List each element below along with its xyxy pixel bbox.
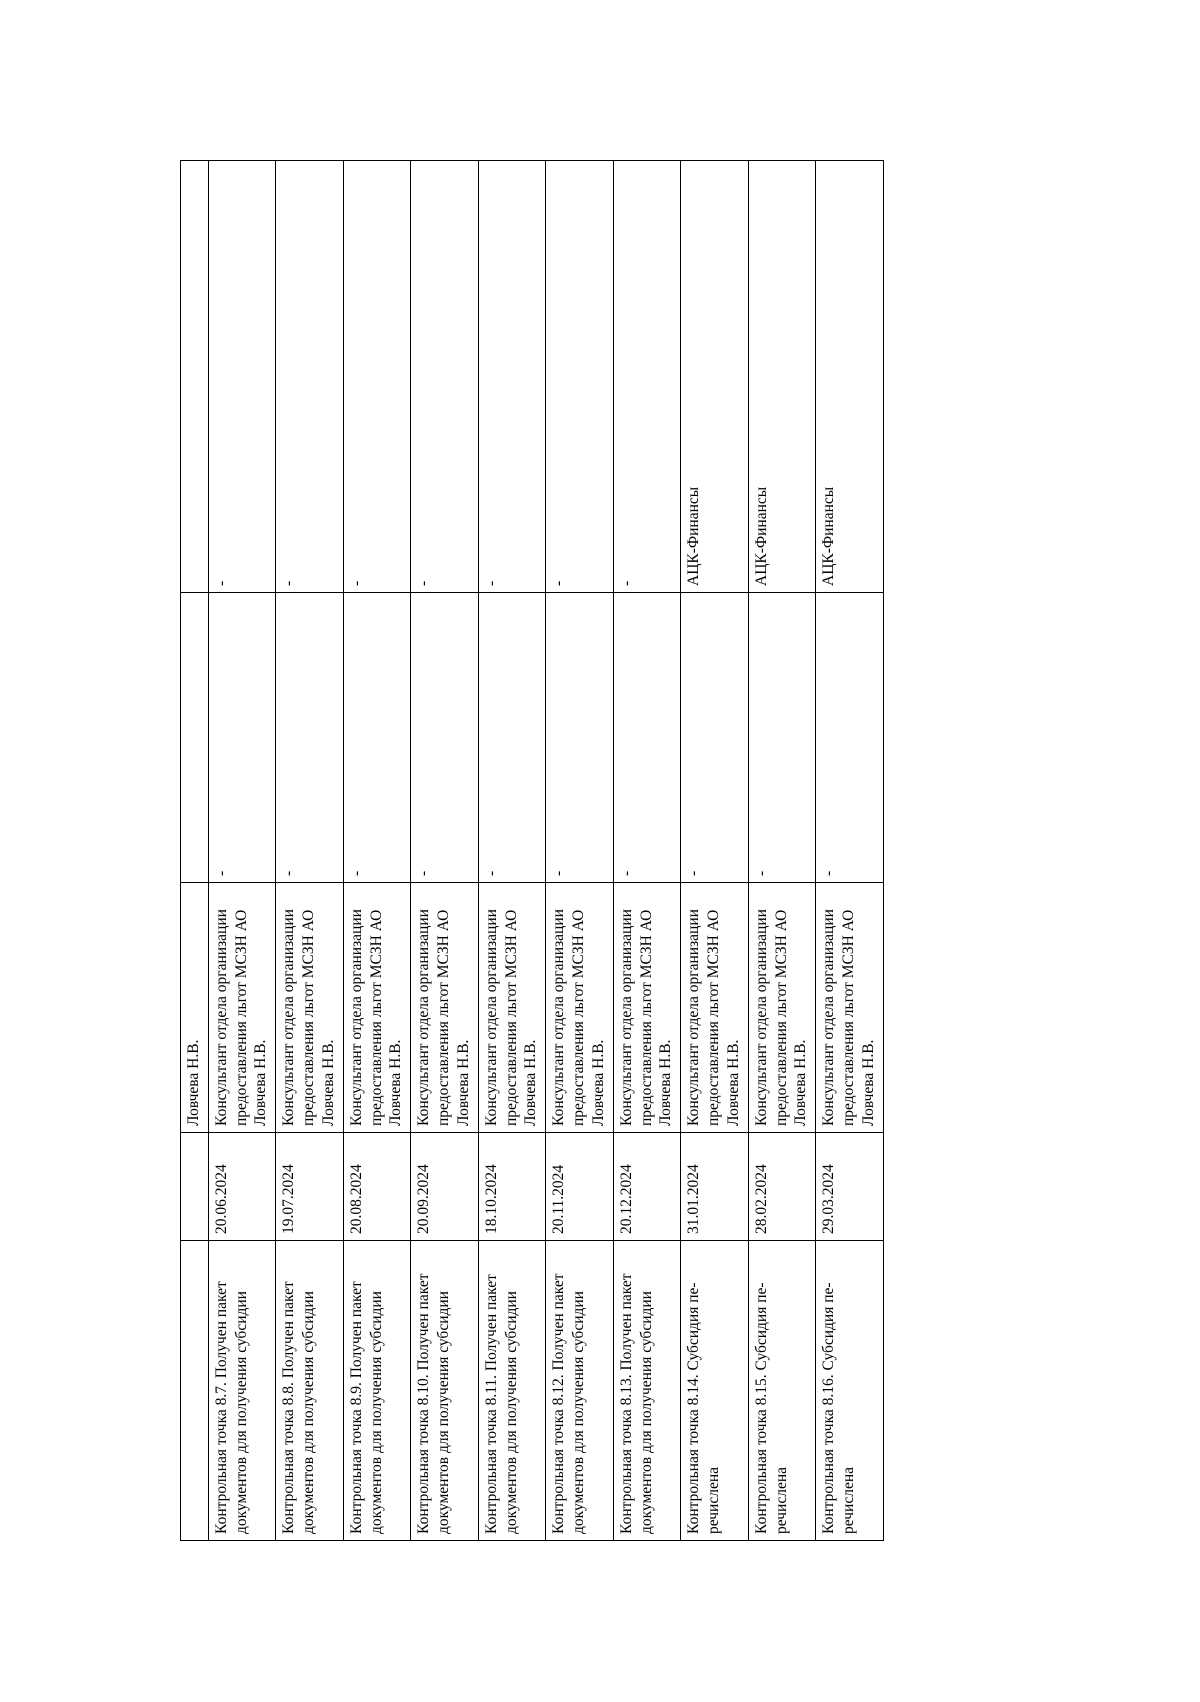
cell-extra-1: - (748, 593, 815, 883)
cell-control-point: Контрольная точка 8.11. Получен пакет документов для получения субсидии (478, 1241, 545, 1541)
cell-responsible: Консультант отдела организации предоставления льгот МСЗН АО Ловчева Н.В. (546, 883, 613, 1133)
cell-extra-2: - (478, 161, 545, 593)
cell-control-point: Контрольная точка 8.7. Получен пакет документов для получения субсидии (208, 1241, 275, 1541)
cell-control-point: Контрольная точка 8.9. Получен пакет документов для получения субсидии (343, 1241, 410, 1541)
cell-control-point: Контрольная точка 8.13. Получен пакет документов для получения субсидии (613, 1241, 680, 1541)
cell-date (181, 1133, 209, 1241)
table-row (208, 161, 275, 1541)
cell-extra-1: - (681, 593, 748, 883)
cell-extra-2: АЦК-Финансы (816, 161, 883, 593)
cell-date: 29.03.2024 (816, 1133, 883, 1241)
cell-extra-2: - (546, 161, 613, 593)
cell-date: 20.09.2024 (411, 1133, 478, 1241)
cell-responsible: Консультант отдела организации предоставления льгот МСЗН АО Ловчева Н.В. (681, 883, 748, 1133)
control-points-table (180, 160, 884, 1541)
cell-date: 20.12.2024 (613, 1133, 680, 1241)
cell-date: 28.02.2024 (748, 1133, 815, 1241)
cell-extra-2: - (411, 161, 478, 593)
table-row (478, 161, 545, 1541)
cell-control-point: Контрольная точка 8.12. Получен пакет документов для получения субсидии (546, 1241, 613, 1541)
cell-extra-2: - (613, 161, 680, 593)
cell-extra-1: - (478, 593, 545, 883)
cell-control-point: Контрольная точка 8.8. Получен пакет документов для получения субсидии (276, 1241, 343, 1541)
cell-extra-1: - (816, 593, 883, 883)
cell-extra-1: - (411, 593, 478, 883)
table-body (181, 161, 884, 1541)
cell-control-point: Контрольная точка 8.14. Субсидия пе-речислена (681, 1241, 748, 1541)
table-row (748, 161, 815, 1541)
cell-responsible: Консультант отдела организации предоставления льгот МСЗН АО Ловчева Н.В. (613, 883, 680, 1133)
table-row (613, 161, 680, 1541)
cell-responsible: Консультант отдела организации предоставления льгот МСЗН АО Ловчева Н.В. (411, 883, 478, 1133)
table-row (681, 161, 748, 1541)
cell-extra-1: - (208, 593, 275, 883)
rotated-table-wrapper (180, 161, 1020, 1541)
cell-date: 19.07.2024 (276, 1133, 343, 1241)
cell-control-point: Контрольная точка 8.16. Субсидия пе-речислена (816, 1241, 883, 1541)
cell-extra-1: - (613, 593, 680, 883)
table-row (276, 161, 343, 1541)
cell-date: 18.10.2024 (478, 1133, 545, 1241)
cell-date: 31.01.2024 (681, 1133, 748, 1241)
table-row (343, 161, 410, 1541)
cell-responsible: Консультант отдела организации предоставления льгот МСЗН АО Ловчева Н.В. (208, 883, 275, 1133)
cell-extra-1 (181, 593, 209, 883)
table-row (546, 161, 613, 1541)
cell-control-point: Контрольная точка 8.10. Получен пакет документов для получения субсидии (411, 1241, 478, 1541)
table-row (411, 161, 478, 1541)
cell-responsible: Консультант отдела организации предоставления льгот МСЗН АО Ловчева Н.В. (276, 883, 343, 1133)
table-row (816, 161, 883, 1541)
cell-control-point (181, 1241, 209, 1541)
cell-responsible: Консультант отдела организации предоставления льгот МСЗН АО Ловчева Н.В. (478, 883, 545, 1133)
cell-extra-1: - (276, 593, 343, 883)
cell-control-point: Контрольная точка 8.15. Субсидия пе-речислена (748, 1241, 815, 1541)
cell-extra-2 (181, 161, 209, 593)
cell-responsible: Консультант отдела организации предоставления льгот МСЗН АО Ловчева Н.В. (343, 883, 410, 1133)
cell-extra-2: - (343, 161, 410, 593)
cell-date: 20.11.2024 (546, 1133, 613, 1241)
cell-responsible: Ловчева Н.В. (181, 883, 209, 1133)
cell-responsible: Консультант отдела организации предоставления льгот МСЗН АО Ловчева Н.В. (816, 883, 883, 1133)
cell-extra-2: - (276, 161, 343, 593)
table-row-continuation (181, 161, 209, 1541)
cell-extra-1: - (343, 593, 410, 883)
cell-extra-2: АЦК-Финансы (748, 161, 815, 593)
cell-extra-2: АЦК-Финансы (681, 161, 748, 593)
cell-extra-1: - (546, 593, 613, 883)
cell-responsible: Консультант отдела организации предоставления льгот МСЗН АО Ловчева Н.В. (748, 883, 815, 1133)
cell-date: 20.06.2024 (208, 1133, 275, 1241)
cell-extra-2: - (208, 161, 275, 593)
cell-date: 20.08.2024 (343, 1133, 410, 1241)
